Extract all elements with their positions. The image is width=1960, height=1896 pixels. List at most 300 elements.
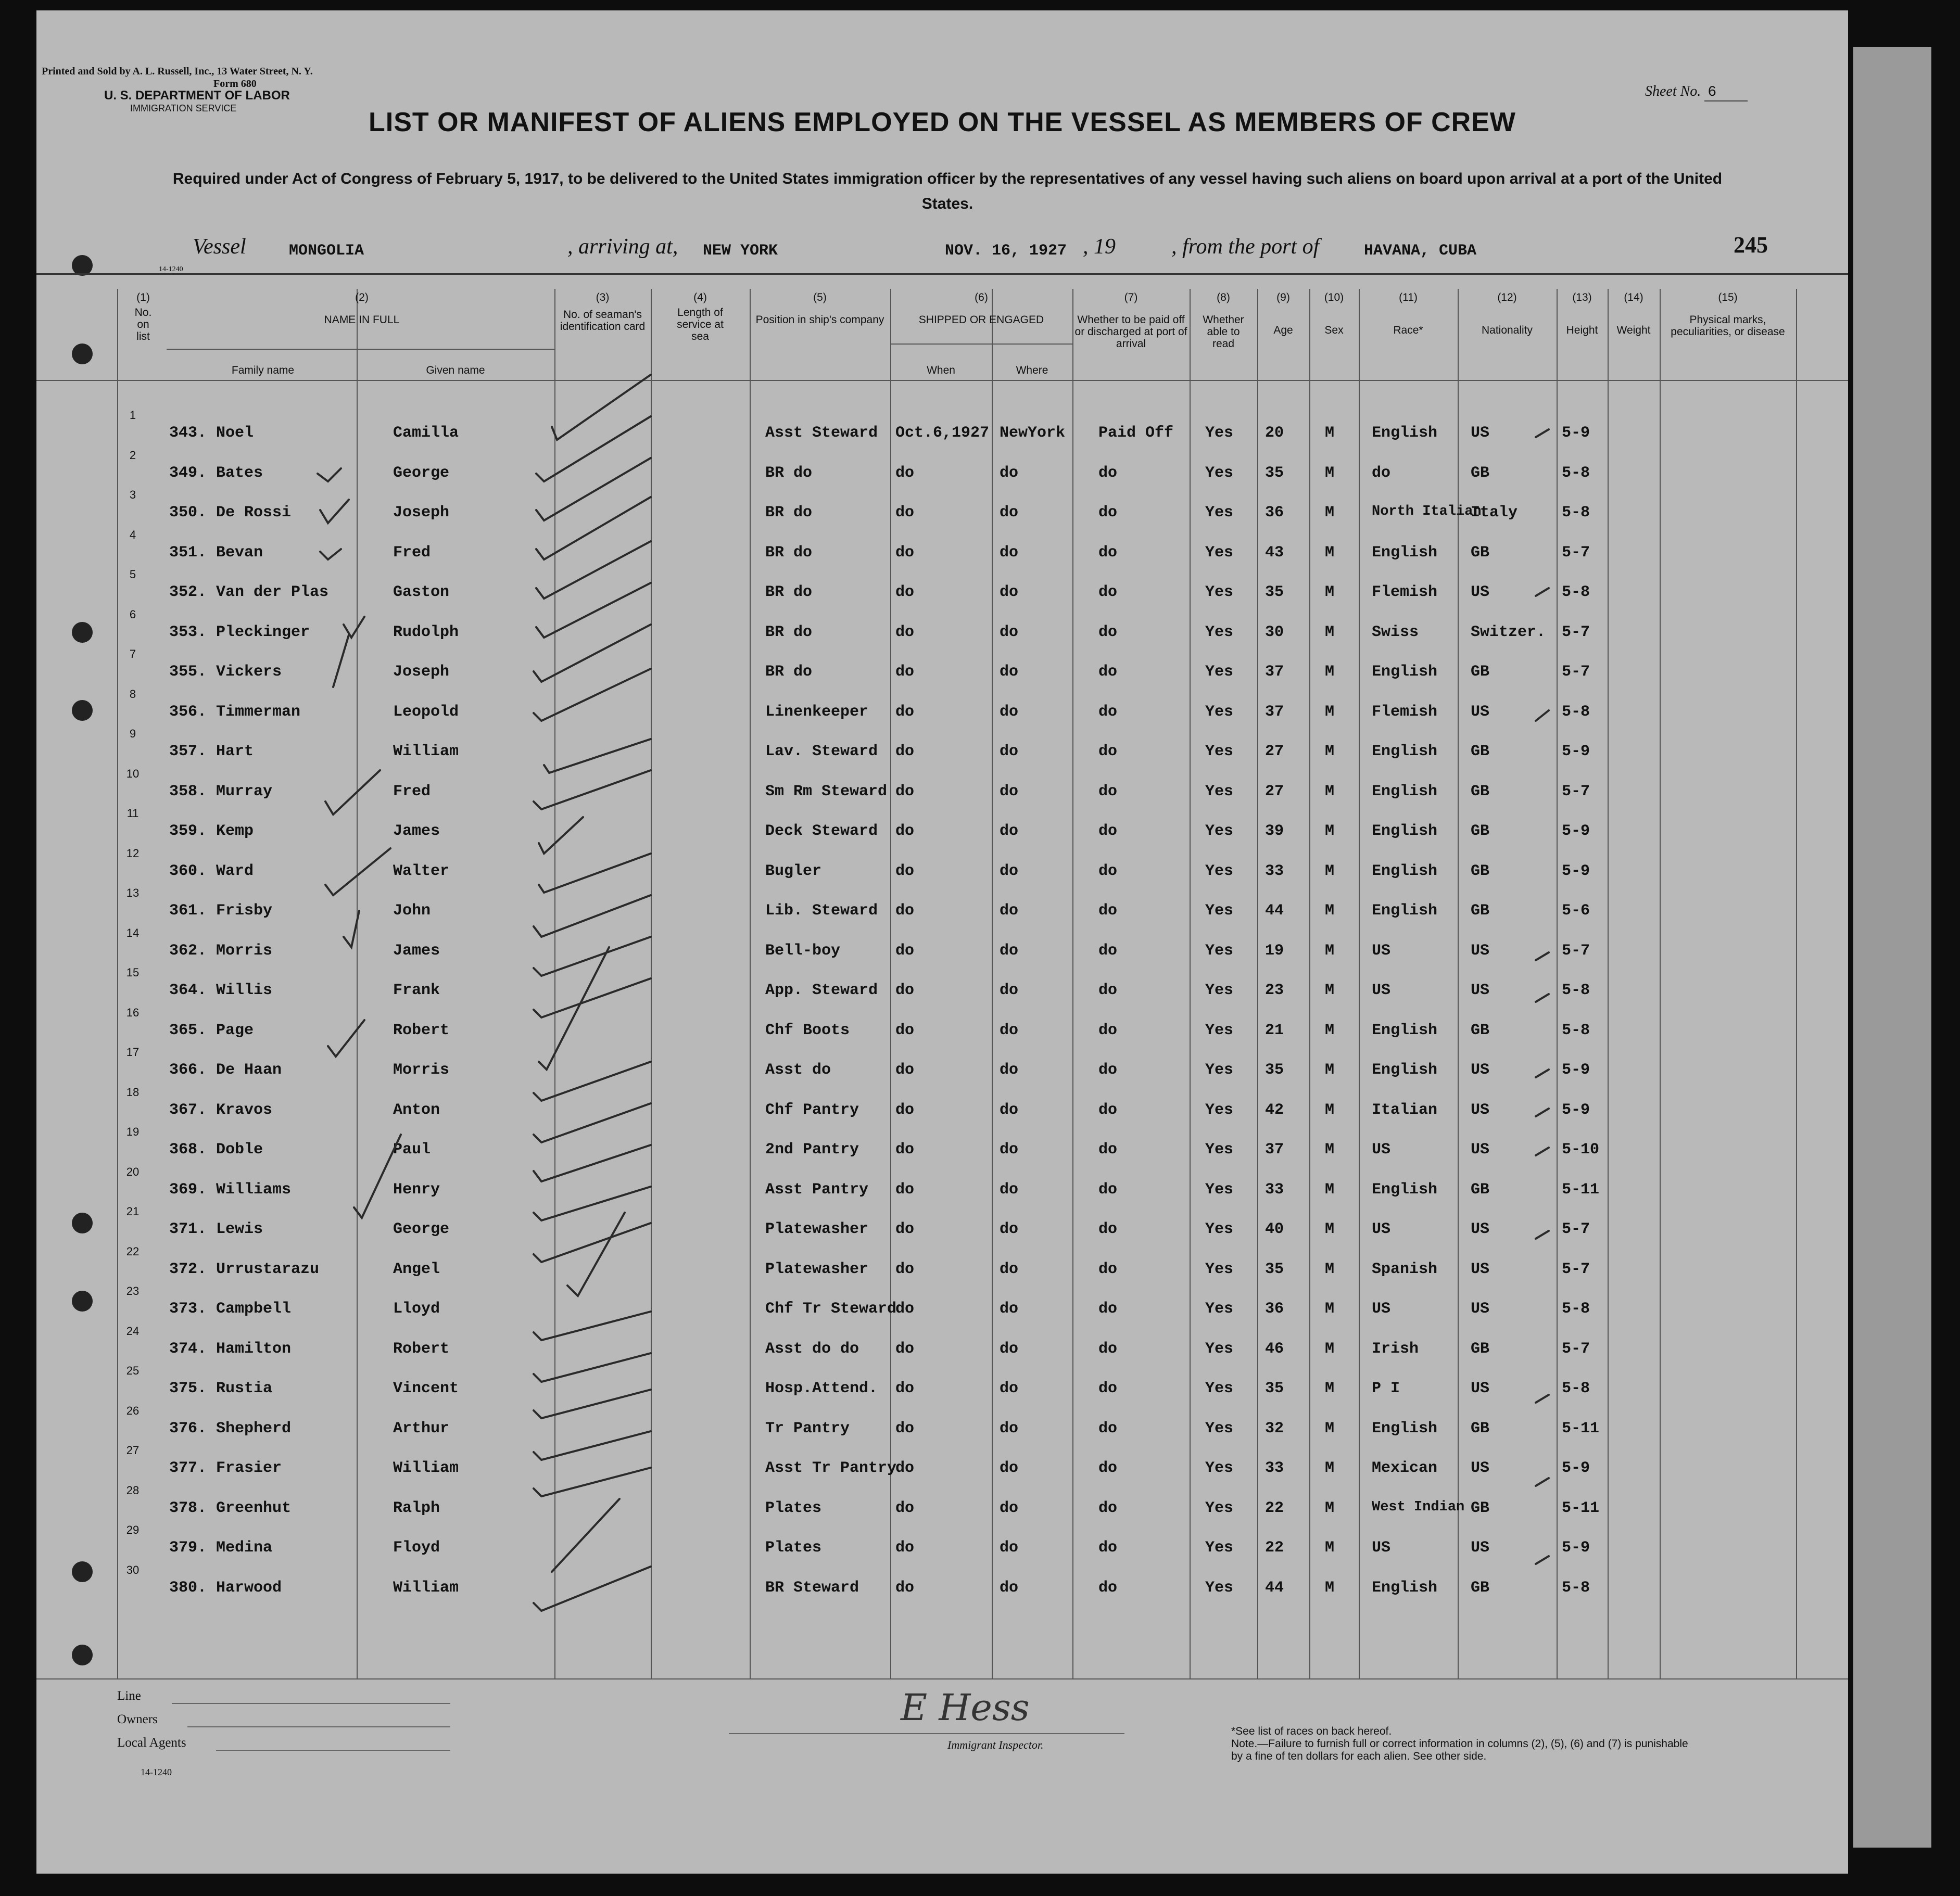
nationality-tick: [1536, 994, 1549, 1002]
cell-given: Robert: [393, 1022, 450, 1039]
given-name-header: Given name: [426, 364, 485, 376]
form-number: Form 680: [213, 78, 257, 90]
cell-nationality: GB: [1471, 1022, 1490, 1039]
cell-sex: M: [1325, 1101, 1335, 1119]
cell-when: Oct.6,1927: [895, 424, 990, 442]
cell-nationality: US: [1471, 1539, 1490, 1557]
cell-family: 364. Willis: [169, 982, 273, 999]
cell-given: Joseph: [393, 663, 450, 681]
cell-given: Gaston: [393, 583, 450, 601]
cell-nationality: GB: [1471, 1499, 1490, 1517]
cell-paid: do: [1098, 544, 1118, 562]
cell-height: 5-9: [1562, 822, 1590, 840]
manifest-sheet: [36, 10, 1848, 1874]
name-check-mark: [320, 549, 341, 559]
cell-height: 5-7: [1562, 1340, 1590, 1358]
cell-paid: do: [1098, 663, 1118, 681]
cell-age: 37: [1265, 703, 1284, 721]
cell-race: English: [1372, 424, 1438, 442]
col5-label: Position in ship's company: [755, 314, 884, 326]
cell-family: 360. Ward: [169, 862, 254, 880]
cell-nationality: GB: [1471, 1420, 1490, 1437]
row-number: 23: [126, 1284, 140, 1297]
cell-height: 5-9: [1562, 743, 1590, 760]
cell-paid: do: [1098, 743, 1118, 760]
col13-number: (13): [1572, 291, 1592, 303]
cell-height: 5-7: [1562, 1261, 1590, 1278]
cell-read: Yes: [1205, 783, 1234, 800]
cell-when: do: [895, 1539, 915, 1557]
races-note: *See list of races on back hereof.: [1231, 1725, 1392, 1737]
document-title: LIST OR MANIFEST OF ALIENS EMPLOYED ON THE VESSEL AS MEMBERS OF CREW: [369, 107, 1516, 137]
cell-where: do: [1000, 743, 1019, 760]
cell-nationality: US: [1471, 942, 1490, 960]
cell-position: Asst Pantry: [765, 1181, 869, 1199]
cell-when: do: [895, 703, 915, 721]
nationality-tick: [1536, 429, 1549, 437]
row-number: 25: [126, 1364, 140, 1377]
cell-nationality: US: [1471, 1101, 1490, 1119]
col9-number: (9): [1276, 291, 1290, 303]
cell-position: Sm Rm Steward: [765, 783, 888, 800]
col3-label: No. of seaman's identification card: [560, 309, 646, 333]
cell-position: BR do: [765, 623, 813, 641]
col2-number: (2): [355, 291, 369, 303]
cell-where: do: [1000, 1101, 1019, 1119]
cell-where: do: [1000, 822, 1019, 840]
cell-race: Irish: [1372, 1340, 1419, 1358]
nationality-tick: [1536, 952, 1549, 960]
cell-when: do: [895, 1300, 915, 1318]
cell-nationality: GB: [1471, 1579, 1490, 1597]
cell-height: 5-8: [1562, 1579, 1590, 1597]
cell-paid: do: [1098, 1420, 1118, 1437]
family-name-header: Family name: [231, 364, 295, 376]
cell-age: 33: [1265, 862, 1284, 880]
cell-sex: M: [1325, 783, 1335, 800]
cell-given: Henry: [393, 1181, 440, 1199]
cell-read: Yes: [1205, 982, 1234, 999]
cell-height: 5-8: [1562, 464, 1590, 482]
cell-position: Deck Steward: [765, 822, 878, 840]
cell-family: 343. Noel: [169, 424, 254, 442]
nationality-tick: [1536, 1556, 1549, 1564]
cell-age: 22: [1265, 1499, 1284, 1517]
col13-label: Height: [1566, 324, 1598, 336]
cell-position: Asst Steward: [765, 424, 878, 442]
check-mark: [534, 1145, 651, 1181]
nationality-tick: [1536, 1148, 1549, 1155]
cell-sex: M: [1325, 1380, 1335, 1397]
cell-age: 37: [1265, 663, 1284, 681]
cell-family: 356. Timmerman: [169, 703, 301, 721]
document-subtitle: Required under Act of Congress of February 5, 1917, to be delivered to the United States immigration officer by the representatives of any vessel having such aliens on board upon arrival at a port of the United States.: [172, 170, 1723, 212]
nationality-tick: [1536, 710, 1549, 721]
cell-where: do: [1000, 1261, 1019, 1278]
row-number: 28: [126, 1484, 140, 1497]
cell-read: Yes: [1205, 862, 1234, 880]
cell-read: Yes: [1205, 1261, 1234, 1278]
cell-height: 5-10: [1562, 1141, 1600, 1159]
row-number: 14: [126, 926, 140, 939]
cell-height: 5-6: [1562, 902, 1590, 920]
cell-age: 30: [1265, 623, 1284, 641]
col12-number: (12): [1497, 291, 1517, 303]
cell-height: 5-9: [1562, 1061, 1590, 1079]
cell-paid: do: [1098, 1261, 1118, 1278]
cell-paid: do: [1098, 1181, 1118, 1199]
nationality-tick: [1536, 588, 1549, 596]
footer-form-number: 14-1240: [141, 1767, 172, 1777]
cell-family: 375. Rustia: [169, 1380, 273, 1397]
cell-where: do: [1000, 623, 1019, 641]
cell-read: Yes: [1205, 1539, 1234, 1557]
cell-where: do: [1000, 1340, 1019, 1358]
cell-nationality: Switzer.: [1471, 623, 1546, 641]
cell-position: Lib. Steward: [765, 902, 878, 920]
cell-when: do: [895, 1141, 915, 1159]
cell-height: 5-7: [1562, 663, 1590, 681]
cell-where: do: [1000, 982, 1019, 999]
row-number: 8: [129, 688, 136, 701]
cell-position: BR do: [765, 464, 813, 482]
name-check-mark: [354, 1135, 401, 1218]
cell-race: P I: [1372, 1380, 1400, 1397]
cell-position: BR do: [765, 663, 813, 681]
cell-where: do: [1000, 1380, 1019, 1397]
cell-family: 373. Campbell: [169, 1300, 292, 1318]
check-mark: [567, 1213, 625, 1296]
cell-when: do: [895, 544, 915, 562]
row-number: 30: [126, 1563, 140, 1576]
nationality-tick: [1536, 1231, 1549, 1239]
cell-given: William: [393, 1579, 459, 1597]
cell-nationality: US: [1471, 703, 1490, 721]
cell-given: Rudolph: [393, 623, 459, 641]
cell-race: do: [1372, 464, 1391, 482]
col11-number: (11): [1399, 291, 1418, 303]
cell-height: 5-11: [1562, 1181, 1600, 1199]
cell-race: West Indian: [1372, 1499, 1465, 1515]
cell-given: Frank: [393, 982, 440, 999]
cell-read: Yes: [1205, 1499, 1234, 1517]
cell-read: Yes: [1205, 1141, 1234, 1159]
vessel-name: MONGOLIA: [289, 242, 364, 260]
cell-race: English: [1372, 822, 1438, 840]
cell-given: Lloyd: [393, 1300, 440, 1318]
cell-race: Flemish: [1372, 703, 1438, 721]
cell-nationality: GB: [1471, 902, 1490, 920]
cell-sex: M: [1325, 942, 1335, 960]
cell-age: 27: [1265, 783, 1284, 800]
cell-paid: do: [1098, 1061, 1118, 1079]
cell-age: 33: [1265, 1181, 1284, 1199]
cell-where: do: [1000, 783, 1019, 800]
cell-family: 380. Harwood: [169, 1579, 282, 1597]
cell-sex: M: [1325, 1061, 1335, 1079]
cell-read: Yes: [1205, 1300, 1234, 1318]
cell-family: 362. Morris: [169, 942, 273, 960]
cell-read: Yes: [1205, 1220, 1234, 1238]
cell-position: BR do: [765, 504, 813, 521]
cell-race: English: [1372, 743, 1438, 760]
cell-read: Yes: [1205, 1579, 1234, 1597]
check-mark: [534, 1390, 651, 1418]
cell-age: 37: [1265, 1141, 1284, 1159]
cell-position: Platewasher: [765, 1261, 869, 1278]
cell-when: do: [895, 623, 915, 641]
cell-paid: Paid Off: [1098, 424, 1174, 442]
cell-race: Mexican: [1372, 1459, 1438, 1477]
check-mark: [536, 416, 651, 481]
footer-notes: [1231, 1725, 1689, 1763]
footer-rule: [187, 1726, 450, 1727]
cell-sex: M: [1325, 544, 1335, 562]
cell-position: Hosp.Attend.: [765, 1380, 878, 1397]
cell-nationality: US: [1471, 982, 1490, 999]
nationality-tick: [1536, 1070, 1549, 1077]
cell-when: do: [895, 743, 915, 760]
check-mark: [534, 1187, 651, 1220]
col14-number: (14): [1624, 291, 1643, 303]
col1-number: (1): [136, 291, 150, 303]
cell-sex: M: [1325, 623, 1335, 641]
name-check-mark: [333, 635, 349, 687]
row-number: 5: [129, 568, 136, 581]
cell-race: English: [1372, 862, 1438, 880]
cell-given: Leopold: [393, 703, 459, 721]
cell-given: Robert: [393, 1340, 450, 1358]
row-number: 12: [126, 847, 140, 860]
handwritten-check-marks: [36, 10, 1848, 1874]
cell-when: do: [895, 583, 915, 601]
footer-rule: [216, 1750, 450, 1751]
cell-family: 367. Kravos: [169, 1101, 273, 1119]
cell-paid: do: [1098, 504, 1118, 521]
cell-race: English: [1372, 1181, 1438, 1199]
cell-age: 20: [1265, 424, 1284, 442]
cell-paid: do: [1098, 703, 1118, 721]
cell-family: 357. Hart: [169, 743, 254, 760]
cell-position: Tr Pantry: [765, 1420, 850, 1437]
cell-family: 372. Urrustarazu: [169, 1261, 320, 1278]
cell-sex: M: [1325, 822, 1335, 840]
cell-where: do: [1000, 902, 1019, 920]
col10-label: Sex: [1324, 324, 1344, 336]
cell-height: 5-8: [1562, 1380, 1590, 1397]
row-number: 20: [126, 1165, 140, 1178]
cell-read: Yes: [1205, 504, 1234, 521]
row-number: 6: [129, 608, 136, 621]
cell-nationality: US: [1471, 583, 1490, 601]
cell-height: 5-8: [1562, 1022, 1590, 1039]
cell-where: do: [1000, 1141, 1019, 1159]
cell-paid: do: [1098, 1101, 1118, 1119]
cell-where: do: [1000, 464, 1019, 482]
cell-sex: M: [1325, 1459, 1335, 1477]
col8-number: (8): [1217, 291, 1230, 303]
check-mark: [534, 770, 651, 809]
row-number: 10: [126, 767, 140, 780]
cell-nationality: GB: [1471, 1340, 1490, 1358]
cell-sex: M: [1325, 743, 1335, 760]
col4-number: (4): [693, 291, 707, 303]
cell-where: do: [1000, 1579, 1019, 1597]
cell-when: do: [895, 1420, 915, 1437]
cell-age: 35: [1265, 1261, 1284, 1278]
cell-race: English: [1372, 1420, 1438, 1437]
row-number: 13: [126, 886, 140, 899]
when-header: When: [927, 364, 955, 376]
cell-family: 349. Bates: [169, 464, 263, 482]
cell-position: Asst do do: [765, 1340, 859, 1358]
cell-family: 368. Doble: [169, 1141, 263, 1159]
cell-position: Asst Tr Pantry: [765, 1459, 897, 1477]
col7-number: (7): [1124, 291, 1138, 303]
cell-read: Yes: [1205, 1022, 1234, 1039]
check-mark: [534, 1431, 651, 1460]
nationality-tick: [1536, 1109, 1549, 1116]
cell-position: Asst do: [765, 1061, 831, 1079]
row-number: 29: [126, 1523, 140, 1536]
cell-nationality: GB: [1471, 743, 1490, 760]
cell-given: William: [393, 1459, 459, 1477]
cell-when: do: [895, 1579, 915, 1597]
cell-height: 5-8: [1562, 1300, 1590, 1318]
cell-sex: M: [1325, 1022, 1335, 1039]
cell-age: 22: [1265, 1539, 1284, 1557]
check-mark: [534, 1353, 651, 1382]
cell-age: 40: [1265, 1220, 1284, 1238]
cell-paid: do: [1098, 942, 1118, 960]
arrival-date: NOV. 16, 1927: [945, 242, 1067, 260]
cell-position: Lav. Steward: [765, 743, 878, 760]
cell-height: 5-9: [1562, 1539, 1590, 1557]
row-number: 11: [127, 807, 139, 820]
cell-sex: M: [1325, 1300, 1335, 1318]
cell-race: Flemish: [1372, 583, 1438, 601]
col6-label: SHIPPED OR ENGAGED: [918, 314, 1044, 326]
name-check-mark: [328, 1020, 364, 1057]
cell-family: 378. Greenhut: [169, 1499, 292, 1517]
cell-height: 5-7: [1562, 1220, 1590, 1238]
fine-note: Note.—Failure to furnish full or correct information in columns (2), (5), (6) and (7) is punishable by a fine of ten dollars for each alien. See other side.: [1231, 1738, 1688, 1762]
cell-race: Italian: [1372, 1101, 1438, 1119]
cell-when: do: [895, 862, 915, 880]
cell-paid: do: [1098, 1579, 1118, 1597]
cell-where: do: [1000, 1220, 1019, 1238]
cell-given: Vincent: [393, 1380, 459, 1397]
check-mark: [534, 895, 651, 937]
cell-height: 5-8: [1562, 982, 1590, 999]
cell-when: do: [895, 1499, 915, 1517]
cell-read: Yes: [1205, 822, 1234, 840]
sheet-value: 6: [1704, 84, 1748, 101]
cell-read: Yes: [1205, 424, 1234, 442]
cell-age: 36: [1265, 504, 1284, 521]
cell-where: do: [1000, 1300, 1019, 1318]
cell-position: Platewasher: [765, 1220, 869, 1238]
cell-position: BR do: [765, 544, 813, 562]
col9-label: Age: [1273, 324, 1293, 336]
col14-label: Weight: [1616, 324, 1651, 336]
check-mark: [536, 541, 651, 599]
cell-race: English: [1372, 663, 1438, 681]
cell-paid: do: [1098, 583, 1118, 601]
cell-height: 5-7: [1562, 942, 1590, 960]
cell-position: Bugler: [765, 862, 822, 880]
cell-when: do: [895, 1261, 915, 1278]
row-number: 7: [129, 647, 136, 660]
cell-nationality: GB: [1471, 544, 1490, 562]
cell-position: Chf Boots: [765, 1022, 850, 1039]
cell-height: 5-7: [1562, 544, 1590, 562]
cell-when: do: [895, 902, 915, 920]
cell-given: Ralph: [393, 1499, 440, 1517]
from-port: HAVANA, CUBA: [1364, 242, 1477, 260]
cell-read: Yes: [1205, 464, 1234, 482]
col6-number: (6): [975, 291, 988, 303]
cell-race: Spanish: [1372, 1261, 1438, 1278]
cell-given: George: [393, 1220, 450, 1238]
cell-family: 361. Frisby: [169, 902, 273, 920]
cell-when: do: [895, 1181, 915, 1199]
row-number: 17: [126, 1046, 140, 1059]
cell-where: do: [1000, 1420, 1019, 1437]
cell-when: do: [895, 663, 915, 681]
signature-line: [729, 1733, 1124, 1734]
row-number: 2: [129, 449, 136, 462]
cell-age: 35: [1265, 1061, 1284, 1079]
cell-nationality: GB: [1471, 1181, 1490, 1199]
cell-age: 46: [1265, 1340, 1284, 1358]
cell-read: Yes: [1205, 623, 1234, 641]
cell-height: 5-9: [1562, 862, 1590, 880]
cell-race: US: [1372, 942, 1391, 960]
cell-height: 5-8: [1562, 504, 1590, 521]
cell-race: Swiss: [1372, 623, 1419, 641]
row-number: 16: [126, 1006, 140, 1019]
cell-family: 359. Kemp: [169, 822, 254, 840]
cell-race: English: [1372, 783, 1438, 800]
cell-read: Yes: [1205, 1181, 1234, 1199]
cell-family: 358. Murray: [169, 783, 273, 800]
cell-given: Fred: [393, 783, 431, 800]
cell-race: English: [1372, 1061, 1438, 1079]
cell-family: 371. Lewis: [169, 1220, 263, 1238]
cell-when: do: [895, 1061, 915, 1079]
cell-family: 376. Shepherd: [169, 1420, 292, 1437]
cell-family: 351. Bevan: [169, 544, 263, 562]
cell-read: Yes: [1205, 1340, 1234, 1358]
cell-where: do: [1000, 862, 1019, 880]
cell-paid: do: [1098, 1539, 1118, 1557]
cell-read: Yes: [1205, 703, 1234, 721]
name-check-mark: [325, 770, 380, 815]
cell-given: Angel: [393, 1261, 440, 1278]
cell-sex: M: [1325, 1539, 1335, 1557]
row-number: 15: [126, 966, 140, 979]
cell-paid: do: [1098, 822, 1118, 840]
cell-read: Yes: [1205, 583, 1234, 601]
col4-label: Length of service at sea: [677, 307, 724, 342]
cell-family: 352. Van der Plas: [169, 583, 329, 601]
cell-where: do: [1000, 703, 1019, 721]
cell-sex: M: [1325, 1220, 1335, 1238]
cell-given: Fred: [393, 544, 431, 562]
footer-rule: [172, 1703, 450, 1704]
cell-sex: M: [1325, 1420, 1335, 1437]
